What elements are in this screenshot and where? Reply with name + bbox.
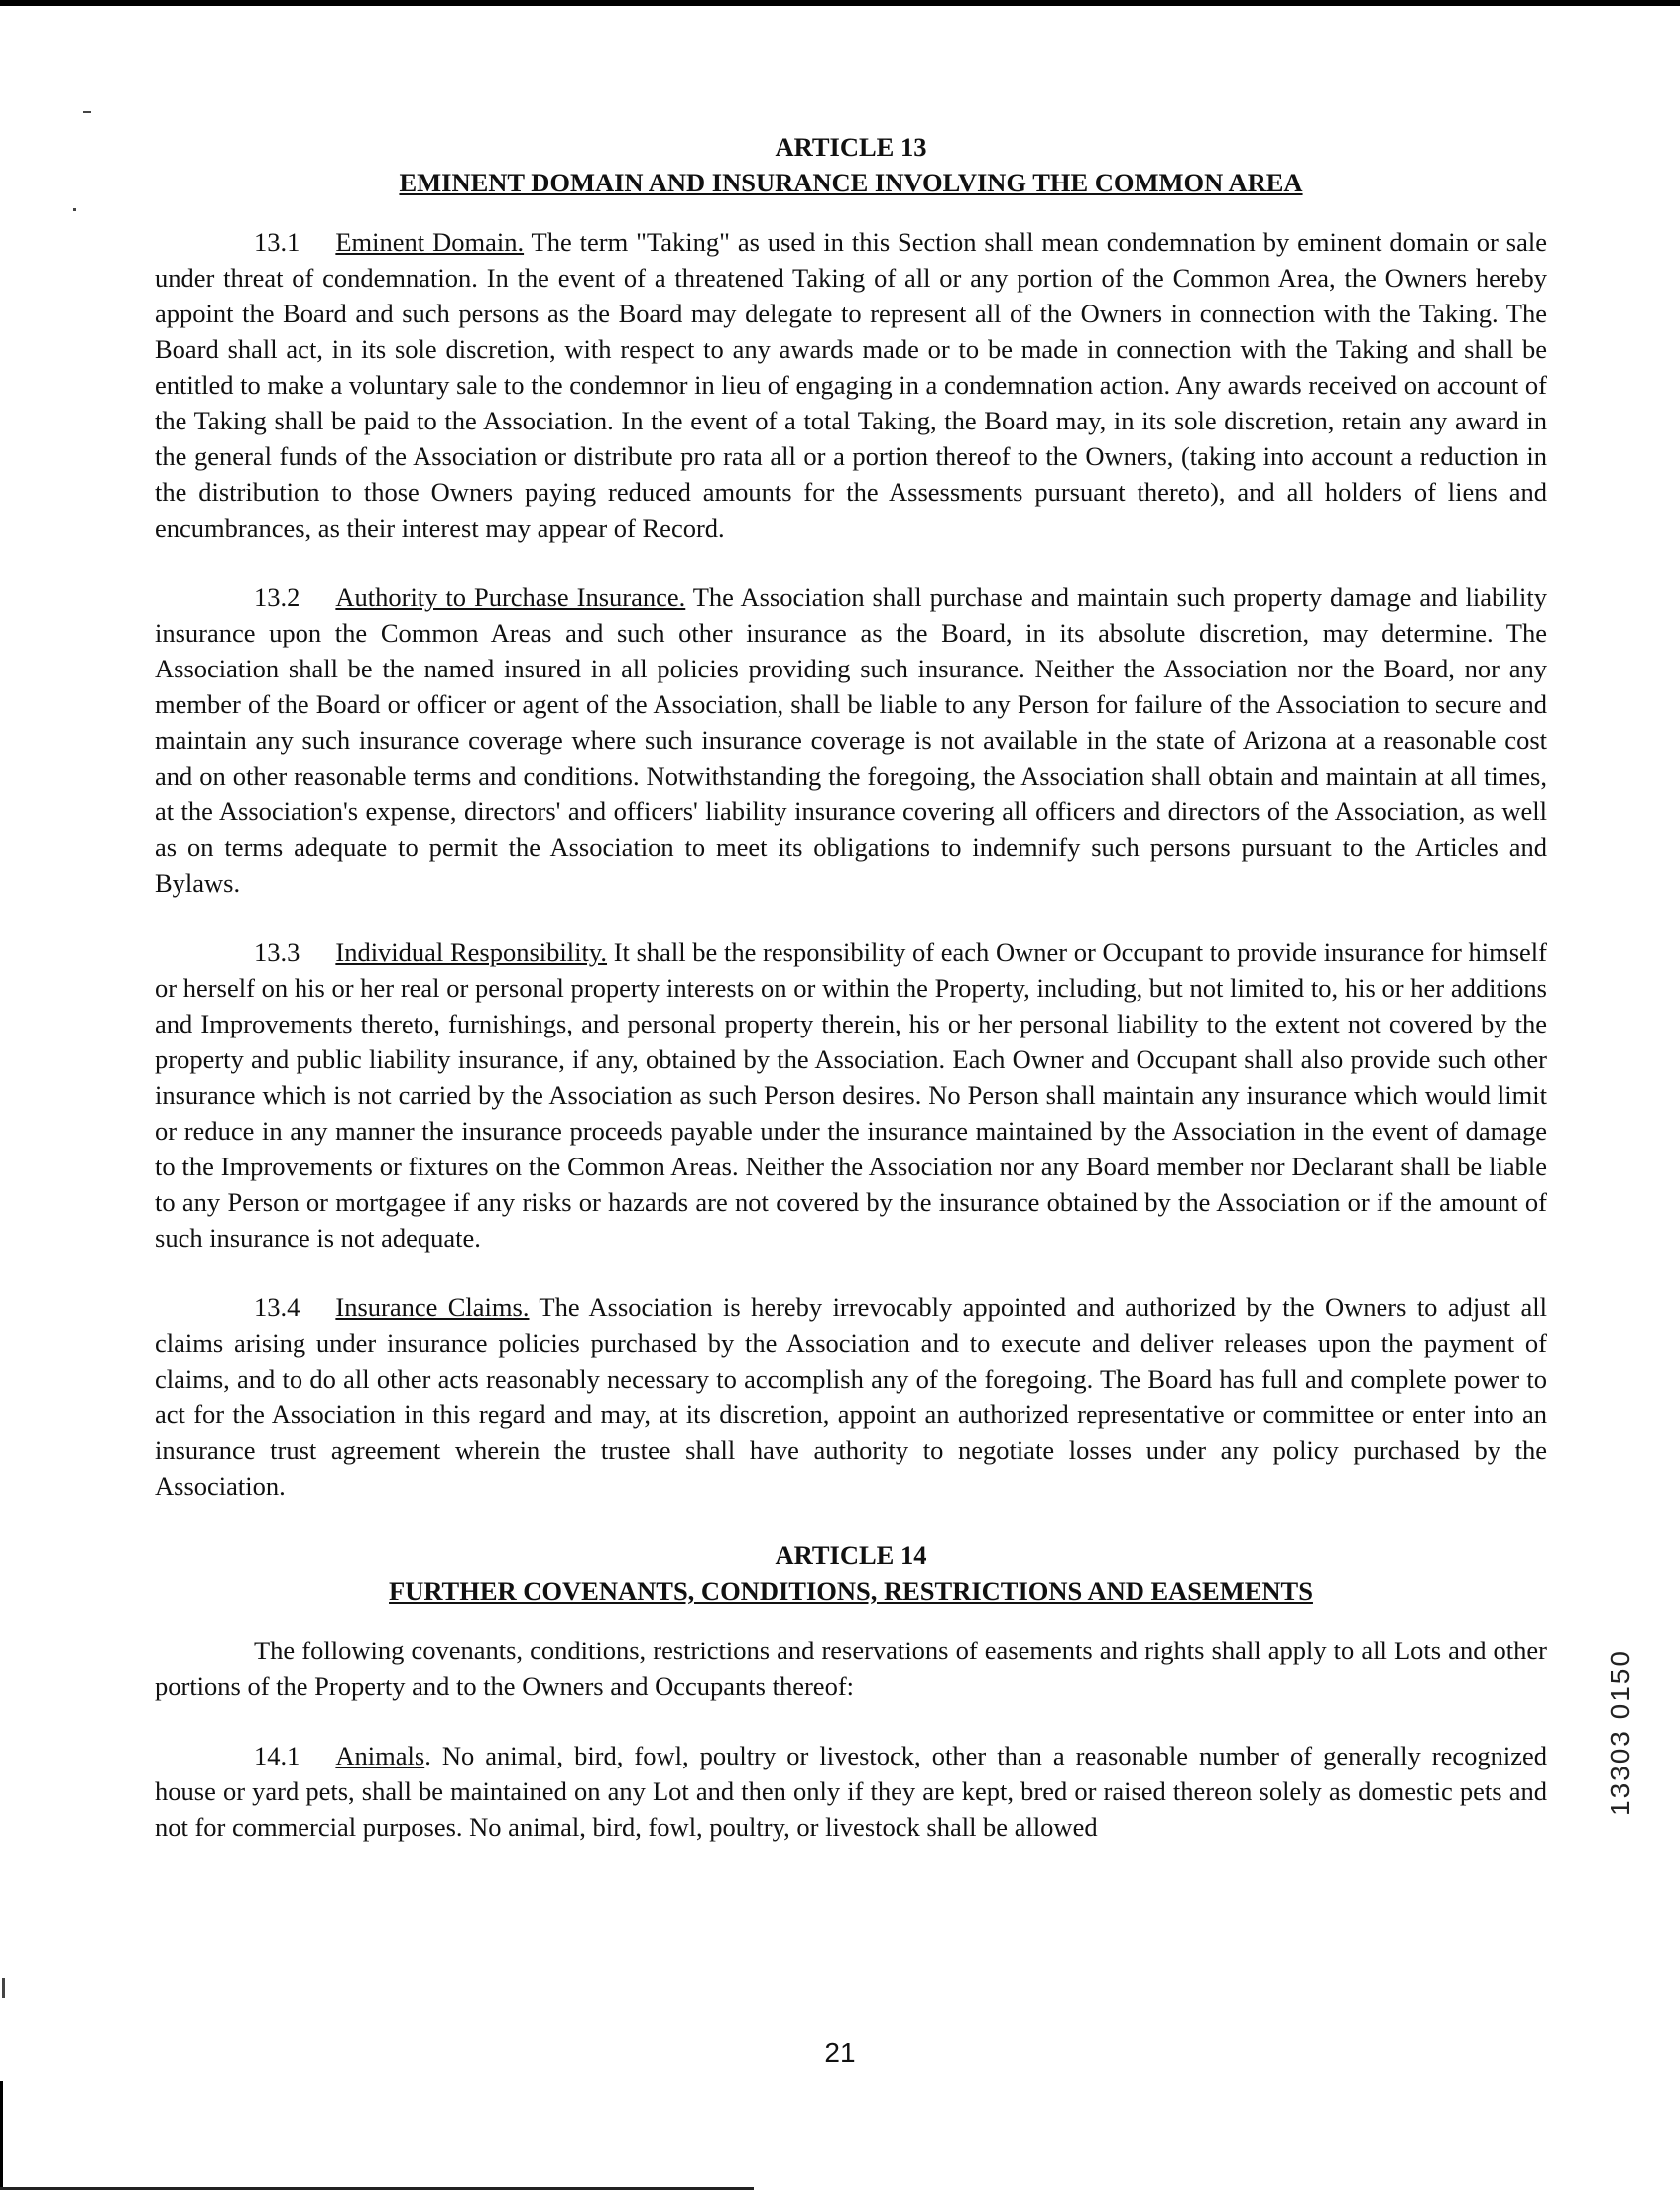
section-title: Individual Responsibility. [335,937,608,967]
section-14-1 [155,1738,1547,1845]
article-13-heading [155,129,1547,200]
top-scan-edge [0,0,1680,6]
section-13-3 [155,934,1547,1256]
article-13-subtitle: EMINENT DOMAIN AND INSURANCE INVOLVING THE COMMON AREA [399,168,1303,197]
left-scan-edge [0,2081,3,2190]
section-text: . No animal, bird, fowl, poultry or livestock, other than a reasonable number of generally recognized house or yard pets, shall be maintained on any Lot and then only if they are kept, bred or raised thereon solely as domestic pets and not for commercial purposes. No animal, bird, fowl, poultry, or livestock shall be allowed [155,1741,1547,1842]
section-13-4 [155,1289,1547,1504]
section-number: 13.2 [254,582,300,612]
section-number: 13.4 [254,1292,300,1322]
recording-stamp: 13303 0150 [1605,1649,1635,1816]
section-number: 13.1 [254,227,300,257]
section-13-1 [155,224,1547,546]
section-title: Eminent Domain. [335,227,525,257]
bottom-scan-edge [0,2187,754,2190]
article-14-heading [155,1537,1547,1609]
article-13-title: ARTICLE 13 [775,132,927,162]
scan-speck [2,1978,5,1998]
section-13-2 [155,579,1547,901]
document-body [155,129,1547,1845]
section-title: Authority to Purchase Insurance. [335,582,686,612]
article-14-title: ARTICLE 14 [775,1540,927,1570]
section-text: The Association shall purchase and maintain such property damage and liability insurance upon the Common Areas and such other insurance as the Board, in its absolute discretion, may determine. The Association shall be the named insured in all policies providing such insurance. Neither the Association nor the Board, nor any member of the Board or officer or agent of the Association, shall be liable to any Person for failure of the Association to secure and maintain any such insurance coverage where such insurance coverage is not available in the state of Arizona at a reasonable cost and on other reasonable terms and conditions. Notwithstanding the foregoing, the Association shall obtain and maintain at all times, at the Association's expense, directors' and officers' liability insurance covering all officers and directors of the Association, as well as on terms adequate to permit the Association to meet its obligations to indemnify such persons pursuant to the Articles and Bylaws. [155,582,1547,898]
article-14-subtitle: FURTHER COVENANTS, CONDITIONS, RESTRICTIONS AND EASEMENTS [389,1576,1313,1606]
section-text: It shall be the responsibility of each Owner or Occupant to provide insurance for himself or herself on his or her real or personal property interests on or within the Property, including, but not limited to, his or her additions and Improvements thereto, furnishings, and personal property therein, his or her personal liability to the extent not covered by the property and public liability insurance, if any, obtained by the Association. Each Owner and Occupant shall also provide such other insurance which is not carried by the Association as such Person desires. No Person shall maintain any insurance which would limit or reduce in any manner the insurance proceeds payable under the insurance maintained by the Association in the event of damage to the Improvements or fixtures on the Common Areas. Neither the Association nor any Board member nor Declarant shall be liable to any Person or mortgagee if any risks or hazards are not covered by the insurance obtained by the Association or if the amount of such insurance is not adequate. [155,937,1547,1253]
section-title: Animals [335,1741,425,1770]
section-text: The Association is hereby irrevocably appointed and authorized by the Owners to adjust all claims arising under insurance policies purchased by the Association and to execute and deliver releases upon the payment of claims, and to do all other acts reasonably necessary to accomplish any of the foregoing. The Board has full and complete power to act for the Association in this regard and may, at its discretion, appoint an authorized representative or committee or enter into an insurance trust agreement wherein the trustee shall have authority to negotiate losses under any policy purchased by the Association. [155,1292,1547,1501]
page-number: 21 [824,2037,856,2068]
article-14-intro: The following covenants, conditions, restrictions and reservations of easements and rights shall apply to all Lots and other portions of the Property and to the Owners and Occupants thereof: [155,1636,1547,1701]
section-number: 14.1 [254,1741,300,1770]
section-title: Insurance Claims. [335,1292,530,1322]
section-number: 13.3 [254,937,300,967]
scan-speck [83,111,91,113]
scan-speck [73,208,76,211]
section-text: The term "Taking" as used in this Section shall mean condemnation by eminent domain or sale under threat of condemnation. In the event of a threatened Taking of all or any portion of the Common Area, the Owners hereby appoint the Board and such persons as the Board may delegate to represent all of the Owners in connection with the Taking. The Board shall act, in its sole discretion, with respect to any awards made or to be made in connection with the Taking and shall be entitled to make a voluntary sale to the condemnor in lieu of engaging in a condemnation action. Any awards received on account of the Taking shall be paid to the Association. In the event of a total Taking, the Board may, in its sole discretion, retain any award in the general funds of the Association or distribute pro rata all or a portion thereof to the Owners, (taking into account a reduction in the distribution to those Owners paying reduced amounts for the Assessments pursuant thereto), and all holders of liens and encumbrances, as their interest may appear of Record. [155,227,1547,543]
